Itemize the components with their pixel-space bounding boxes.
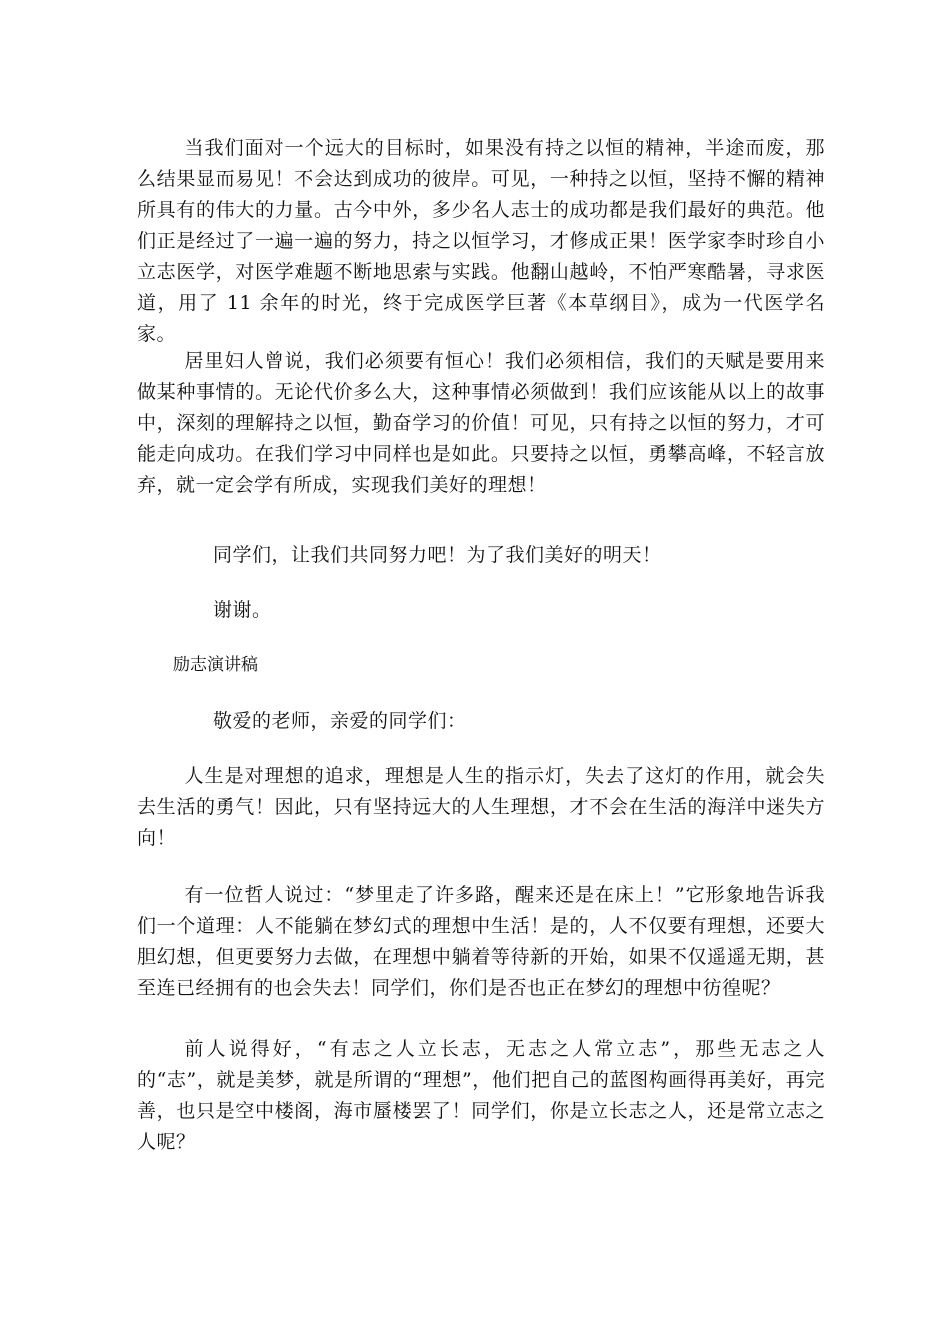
greeting: 敬爱的老师，亲爱的同学们： xyxy=(213,710,467,732)
paragraph-philosopher: 有一位哲人说过：“梦里走了许多路，醒来还是在床上！”它形象地告诉我们一个道理：人不能躺在梦幻式的理想中生活！是的，人不仅要有理想，还要大胆幻想，但更要努力去做，在理想中躺着等待新的开始，如果不仅遥遥无期，甚至连已经拥有的也会失去！同学们，你们是否也正在梦幻的理想中彷徨呢？ xyxy=(137,884,825,999)
section-title: 励志演讲稿 xyxy=(173,655,258,675)
paragraph-life-ideal: 人生是对理想的追求，理想是人生的指示灯，失去了这灯的作用，就会失去生活的勇气！因此，只有坚持远大的人生理想，才不会在生活的海洋中迷失方向！ xyxy=(137,765,825,849)
paragraph-thanks: 谢谢。 xyxy=(213,599,272,621)
paragraph-perseverance: 当我们面对一个远大的目标时，如果没有持之以恒的精神，半途而废，那么结果显而易见！不会达到成功的彼岸。可见，一种持之以恒，坚持不懈的精神所具有的伟大的力量。古今中外，多少名人志士的成功都是我们最好的典范。他们正是经过了一遍一遍的努力，持之以恒学习，才修成正果！医学家李时珍自小立志医学，对医学难题不断地思索与实践。他翻山越岭，不怕严寒酷暑，寻求医道，用了 11 余年的时光，终于完成医学巨著《本草纲目》，成为一代医学名家。 xyxy=(137,137,825,345)
paragraph-ambition: 前人说得好，“有志之人立长志，无志之人常立志”，那些无志之人的“志”，就是美梦，就是所谓的“理想”，他们把自己的蓝图构画得再美好，再完善，也只是空中楼阁，海市蜃楼罢了！同学们，你是立长志之人，还是常立志之人呢？ xyxy=(137,1038,825,1153)
paragraph-curie: 居里妇人曾说，我们必须要有恒心！我们必须相信，我们的天赋是要用来做某种事情的。无论代价多么大，这种事情必须做到！我们应该能从以上的故事中，深刻的理解持之以恒，勤奋学习的价值！可见，只有持之以恒的努力，才可能走向成功。在我们学习中同样也是如此。只要持之以恒，勇攀高峰，不轻言放弃，就一定会学有所成，实现我们美好的理想！ xyxy=(137,350,825,496)
paragraph-closing-call: 同学们，让我们共同努力吧！为了我们美好的明天！ xyxy=(213,544,662,566)
